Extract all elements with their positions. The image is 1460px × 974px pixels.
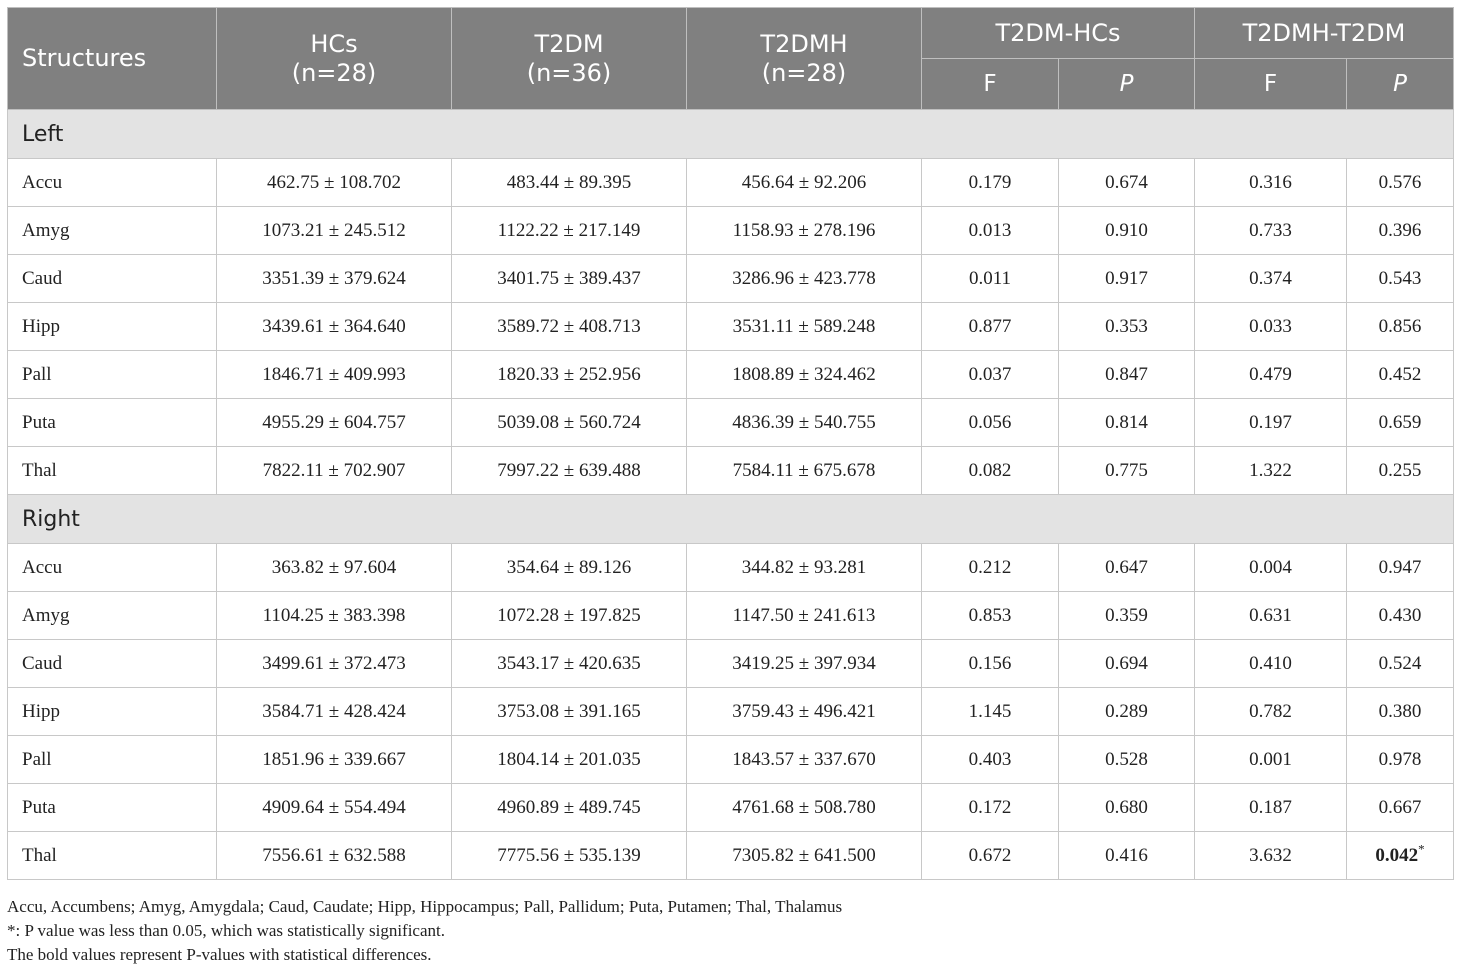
hcs-cell: 363.82 ± 97.604 [217, 544, 452, 592]
hcs-cell: 1073.21 ± 245.512 [217, 207, 452, 255]
f-t2dm-hcs-cell: 0.212 [922, 544, 1059, 592]
f-t2dm-hcs-cell: 0.011 [922, 255, 1059, 303]
t2dmh-cell: 7305.82 ± 641.500 [687, 832, 922, 880]
header-t2dmh-t2dm: T2DMH-T2DM [1195, 8, 1454, 59]
p-t2dmh-t2dm-cell: 0.396 [1347, 207, 1454, 255]
p-t2dm-hcs-cell: 0.814 [1059, 399, 1195, 447]
structure-cell: Puta [8, 784, 217, 832]
table-row [8, 832, 1454, 880]
hcs-cell: 7822.11 ± 702.907 [217, 447, 452, 495]
hcs-cell: 3499.61 ± 372.473 [217, 640, 452, 688]
table-row [8, 736, 1454, 784]
table-row [8, 784, 1454, 832]
t2dm-cell: 483.44 ± 89.395 [452, 159, 687, 207]
structure-cell: Pall [8, 351, 217, 399]
f-t2dmh-t2dm-cell: 0.782 [1195, 688, 1347, 736]
section-row-right [8, 495, 1454, 544]
significance-marker: * [1418, 841, 1425, 857]
header-hcs [217, 8, 452, 110]
section-label: Left [8, 110, 1454, 159]
t2dmh-cell: 3286.96 ± 423.778 [687, 255, 922, 303]
table-row [8, 303, 1454, 351]
p-t2dm-hcs-cell: 0.775 [1059, 447, 1195, 495]
p-t2dm-hcs-cell: 0.917 [1059, 255, 1195, 303]
significant-p-value: 0.042 [1375, 844, 1419, 866]
t2dmh-cell: 4761.68 ± 508.780 [687, 784, 922, 832]
hcs-cell: 3439.61 ± 364.640 [217, 303, 452, 351]
p-t2dmh-t2dm-cell: 0.659 [1347, 399, 1454, 447]
t2dm-cell: 1122.22 ± 217.149 [452, 207, 687, 255]
t2dm-cell: 7997.22 ± 639.488 [452, 447, 687, 495]
t2dm-cell: 3589.72 ± 408.713 [452, 303, 687, 351]
p-t2dmh-t2dm-cell: 0.524 [1347, 640, 1454, 688]
f-t2dmh-t2dm-cell: 0.187 [1195, 784, 1347, 832]
header-hcs-n: (n=28) [291, 58, 377, 87]
table-row [8, 207, 1454, 255]
f-t2dmh-t2dm-cell: 0.479 [1195, 351, 1347, 399]
header-f-2: F [1195, 59, 1347, 110]
footnote-abbreviations: Accu, Accumbens; Amyg, Amygdala; Caud, Caudate; Hipp, Hippocampus; Pall, Pallidum; Puta, Putamen; Thal, Thalamus [7, 897, 843, 916]
structure-cell: Pall [8, 736, 217, 784]
f-t2dmh-t2dm-cell: 0.631 [1195, 592, 1347, 640]
table-row [8, 688, 1454, 736]
header-structures: Structures [8, 8, 217, 110]
t2dm-cell: 3543.17 ± 420.635 [452, 640, 687, 688]
hcs-cell: 462.75 ± 108.702 [217, 159, 452, 207]
hcs-cell: 4909.64 ± 554.494 [217, 784, 452, 832]
t2dm-cell: 5039.08 ± 560.724 [452, 399, 687, 447]
header-t2dmh [687, 8, 922, 110]
header-t2dmh-name: T2DMH [760, 29, 848, 58]
p-t2dm-hcs-cell: 0.910 [1059, 207, 1195, 255]
t2dmh-cell: 1808.89 ± 324.462 [687, 351, 922, 399]
header-t2dm-n: (n=36) [526, 58, 612, 87]
p-t2dm-hcs-cell: 0.694 [1059, 640, 1195, 688]
f-t2dmh-t2dm-cell: 3.632 [1195, 832, 1347, 880]
header-t2dmh-n: (n=28) [761, 58, 847, 87]
t2dmh-cell: 4836.39 ± 540.755 [687, 399, 922, 447]
f-t2dmh-t2dm-cell: 0.004 [1195, 544, 1347, 592]
p-t2dmh-t2dm-cell: 0.430 [1347, 592, 1454, 640]
f-t2dm-hcs-cell: 0.156 [922, 640, 1059, 688]
table-row [8, 255, 1454, 303]
f-t2dm-hcs-cell: 0.082 [922, 447, 1059, 495]
f-t2dmh-t2dm-cell: 0.001 [1195, 736, 1347, 784]
structure-cell: Accu [8, 544, 217, 592]
p-t2dm-hcs-cell: 0.416 [1059, 832, 1195, 880]
f-t2dm-hcs-cell: 0.172 [922, 784, 1059, 832]
table-row [8, 640, 1454, 688]
f-t2dm-hcs-cell: 0.403 [922, 736, 1059, 784]
header-p-2 [1347, 59, 1454, 110]
table-row [8, 447, 1454, 495]
hcs-cell: 1846.71 ± 409.993 [217, 351, 452, 399]
header-hcs-name: HCs [310, 29, 358, 58]
t2dmh-cell: 3419.25 ± 397.934 [687, 640, 922, 688]
p-t2dmh-t2dm-cell: 0.576 [1347, 159, 1454, 207]
t2dmh-cell: 3531.11 ± 589.248 [687, 303, 922, 351]
table-header [8, 8, 1454, 110]
hcs-cell: 4955.29 ± 604.757 [217, 399, 452, 447]
t2dmh-cell: 1158.93 ± 278.196 [687, 207, 922, 255]
p-t2dmh-t2dm-cell: 0.543 [1347, 255, 1454, 303]
table-body [8, 110, 1454, 880]
table-row [8, 351, 1454, 399]
p-t2dmh-t2dm-cell: 0.667 [1347, 784, 1454, 832]
footnote-significance: *: P value was less than 0.05, which was statistically significant. [7, 921, 445, 940]
f-t2dmh-t2dm-cell: 0.033 [1195, 303, 1347, 351]
f-t2dmh-t2dm-cell: 0.410 [1195, 640, 1347, 688]
p-t2dmh-t2dm-cell: 0.452 [1347, 351, 1454, 399]
structure-cell: Puta [8, 399, 217, 447]
table-row [8, 159, 1454, 207]
header-t2dm [452, 8, 687, 110]
p-t2dm-hcs-cell: 0.647 [1059, 544, 1195, 592]
p-t2dm-hcs-cell: 0.528 [1059, 736, 1195, 784]
table-row [8, 399, 1454, 447]
section-row-left [8, 110, 1454, 159]
t2dm-cell: 1072.28 ± 197.825 [452, 592, 687, 640]
t2dm-cell: 1804.14 ± 201.035 [452, 736, 687, 784]
t2dm-cell: 354.64 ± 89.126 [452, 544, 687, 592]
structure-cell: Caud [8, 640, 217, 688]
p-t2dm-hcs-cell: 0.359 [1059, 592, 1195, 640]
t2dmh-cell: 1843.57 ± 337.670 [687, 736, 922, 784]
structure-cell: Hipp [8, 688, 217, 736]
f-t2dm-hcs-cell: 0.877 [922, 303, 1059, 351]
f-t2dmh-t2dm-cell: 0.316 [1195, 159, 1347, 207]
t2dmh-cell: 7584.11 ± 675.678 [687, 447, 922, 495]
table-footnotes [7, 895, 842, 967]
hcs-cell: 3351.39 ± 379.624 [217, 255, 452, 303]
f-t2dmh-t2dm-cell: 0.197 [1195, 399, 1347, 447]
p-t2dmh-t2dm-cell: 0.947 [1347, 544, 1454, 592]
structure-cell: Hipp [8, 303, 217, 351]
header-p-1 [1059, 59, 1195, 110]
hcs-cell: 3584.71 ± 428.424 [217, 688, 452, 736]
p-t2dmh-t2dm-cell [1347, 832, 1454, 880]
p-t2dmh-t2dm-cell: 0.255 [1347, 447, 1454, 495]
f-t2dmh-t2dm-cell: 1.322 [1195, 447, 1347, 495]
f-t2dmh-t2dm-cell: 0.374 [1195, 255, 1347, 303]
p-t2dm-hcs-cell: 0.680 [1059, 784, 1195, 832]
header-f-1: F [922, 59, 1059, 110]
results-table-container [7, 7, 1453, 880]
p-t2dmh-t2dm-cell: 0.978 [1347, 736, 1454, 784]
t2dm-cell: 4960.89 ± 489.745 [452, 784, 687, 832]
structure-cell: Amyg [8, 207, 217, 255]
f-t2dm-hcs-cell: 0.037 [922, 351, 1059, 399]
structure-cell: Thal [8, 447, 217, 495]
header-p-1-label: P [1119, 70, 1134, 97]
p-t2dmh-t2dm-cell: 0.856 [1347, 303, 1454, 351]
t2dmh-cell: 1147.50 ± 241.613 [687, 592, 922, 640]
p-t2dm-hcs-cell: 0.289 [1059, 688, 1195, 736]
header-t2dm-hcs: T2DM-HCs [922, 8, 1195, 59]
f-t2dm-hcs-cell: 0.672 [922, 832, 1059, 880]
p-t2dm-hcs-cell: 0.674 [1059, 159, 1195, 207]
table-row [8, 592, 1454, 640]
f-t2dm-hcs-cell: 0.056 [922, 399, 1059, 447]
f-t2dm-hcs-cell: 0.179 [922, 159, 1059, 207]
structure-cell: Caud [8, 255, 217, 303]
p-t2dm-hcs-cell: 0.353 [1059, 303, 1195, 351]
f-t2dm-hcs-cell: 0.013 [922, 207, 1059, 255]
structure-cell: Amyg [8, 592, 217, 640]
section-label: Right [8, 495, 1454, 544]
t2dmh-cell: 3759.43 ± 496.421 [687, 688, 922, 736]
t2dmh-cell: 456.64 ± 92.206 [687, 159, 922, 207]
results-table [7, 7, 1454, 880]
structure-cell: Accu [8, 159, 217, 207]
f-t2dm-hcs-cell: 1.145 [922, 688, 1059, 736]
table-row [8, 544, 1454, 592]
t2dm-cell: 1820.33 ± 252.956 [452, 351, 687, 399]
hcs-cell: 7556.61 ± 632.588 [217, 832, 452, 880]
t2dmh-cell: 344.82 ± 93.281 [687, 544, 922, 592]
t2dm-cell: 7775.56 ± 535.139 [452, 832, 687, 880]
f-t2dmh-t2dm-cell: 0.733 [1195, 207, 1347, 255]
t2dm-cell: 3753.08 ± 391.165 [452, 688, 687, 736]
hcs-cell: 1851.96 ± 339.667 [217, 736, 452, 784]
footnote-bold: The bold values represent P-values with statistical differences. [7, 945, 432, 964]
hcs-cell: 1104.25 ± 383.398 [217, 592, 452, 640]
structure-cell: Thal [8, 832, 217, 880]
header-t2dm-name: T2DM [534, 29, 604, 58]
p-t2dmh-t2dm-cell: 0.380 [1347, 688, 1454, 736]
f-t2dm-hcs-cell: 0.853 [922, 592, 1059, 640]
p-t2dm-hcs-cell: 0.847 [1059, 351, 1195, 399]
t2dm-cell: 3401.75 ± 389.437 [452, 255, 687, 303]
header-p-2-label: P [1393, 70, 1407, 97]
